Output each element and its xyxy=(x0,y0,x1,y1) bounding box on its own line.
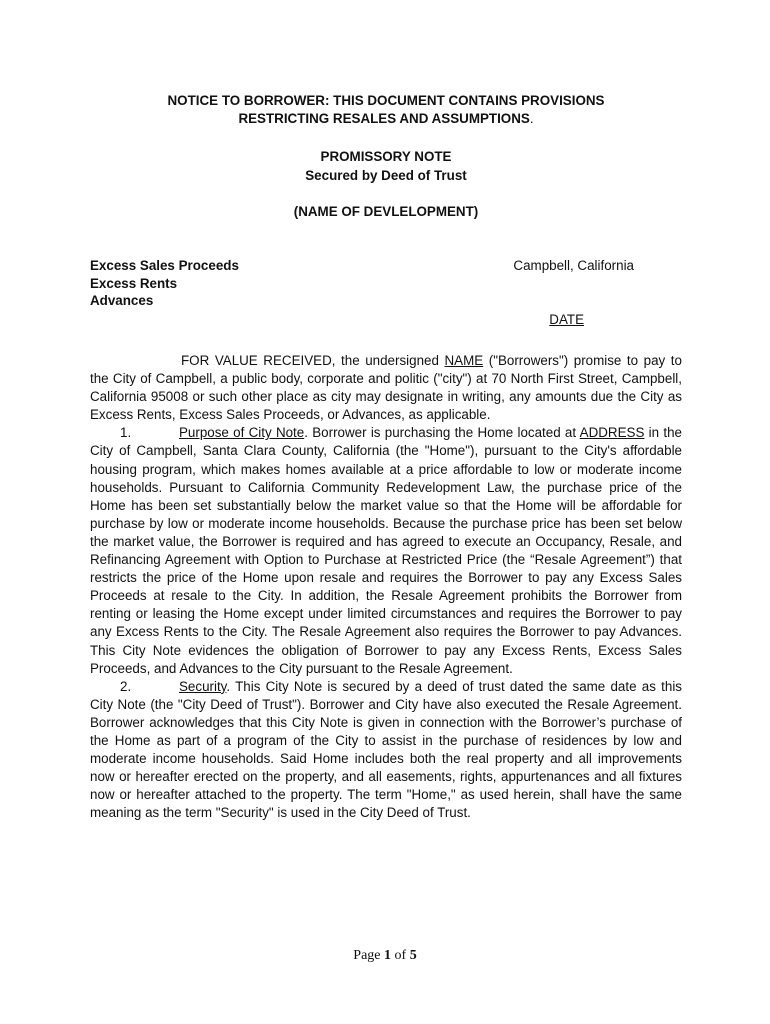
notice-line-2-end: . xyxy=(529,111,534,126)
notice-line-1: NOTICE TO BORROWER: THIS DOCUMENT CONTAINS PROVISIONS xyxy=(167,93,605,108)
total-pages: 5 xyxy=(409,948,417,963)
notice-line-2-text: RESTRICTING RESALES AND ASSUMPTIONS xyxy=(238,111,530,126)
amount-type-excess-sales: Excess Sales Proceeds xyxy=(90,258,239,273)
page-footer xyxy=(0,948,770,964)
title-line-1: PROMISSORY NOTE xyxy=(320,149,452,164)
section-2-paragraph xyxy=(90,678,682,823)
note-meta xyxy=(90,257,682,352)
place: Campbell, California xyxy=(513,258,634,273)
intro-after-name: ("Borrowers") promise to pay to the City of Campbell, a public body, corporate and politic ("city") at 70 North First Street, Campbell, California 95008 or such other place as city may designate in writing, any amounts due the City as Excess Rents, Excess Sales Proceeds, or Advances, as applicable. xyxy=(90,353,682,423)
date-field: DATE xyxy=(549,312,584,327)
borrower-name: NAME xyxy=(444,353,484,368)
section-2-text: . This City Note is secured by a deed of trust dated the same date as this City Note (the "City Deed of Trust"). Borrower and City have also executed the Resale Agreement. Borrower acknowledges that this City Note is given in connection with the Borrower’s purchase of the Home as part of a program of the City to assist in the purchase of residences by low and moderate income households. Said Home includes both the real property and all improvements now or hereafter erected on the property, and all easements, rights, appurtenances and all fixtures now or hereafter attached to the property. The term "Home," as used herein, shall have the same meaning as the term "Security" is used in the City Deed of Trust. xyxy=(90,678,682,821)
amount-types xyxy=(90,257,239,310)
document-title xyxy=(90,147,682,185)
page-label: Page xyxy=(353,948,385,963)
section-1-lead: . Borrower is purchasing the Home located at xyxy=(304,425,580,441)
of-label: of xyxy=(391,948,410,963)
section-2-number: 2. xyxy=(120,678,132,694)
intro-before-name: FOR VALUE RECEIVED, the undersigned xyxy=(181,353,445,368)
amount-type-advances: Advances xyxy=(90,293,154,308)
section-2-heading: Security xyxy=(179,678,227,694)
borrower-notice xyxy=(90,92,682,128)
amount-type-excess-rents: Excess Rents xyxy=(90,275,178,291)
property-address: ADDRESS xyxy=(579,425,645,441)
development-name: (NAME OF DEVLELOPMENT) xyxy=(293,204,479,219)
page-number: 1 xyxy=(384,948,392,963)
intro-paragraph xyxy=(90,352,682,424)
section-1-heading: Purpose of City Note xyxy=(179,425,305,441)
section-1-text: in the City of Campbell, Santa Clara County, California (the "Home"), pursuant to the City's affordable housing program, which makes homes available at a price affordable to low or moderate income households. Pursuant to California Community Redevelopment Law, the purchase price of the Home has been set substantially below the market value so that the Home will be affordable for purchase by low or moderate income households. Because the purchase price has been set below the market value, the Borrower is required and has agreed to execute an Occupancy, Resale, and Refinancing Agreement with Option to Purchase at Restricted Price (the “Resale Agreement”) that restricts the price of the Home upon resale and requires the Borrower to pay any Excess Sales Proceeds at resale to the City. In addition, the Resale Agreement prohibits the Borrower from renting or leasing the Home except under limited circumstances and requires the Borrower to pay any Excess Rents to the City. The Resale Agreement also requires the Borrower to pay Advances. This City Note evidences the obligation of Borrower to pay any Excess Rents, Excess Sales Proceeds, and Advances to the City pursuant to the Resale Agreement. xyxy=(90,425,682,676)
title-line-2: Secured by Deed of Trust xyxy=(305,168,467,183)
section-1-number: 1. xyxy=(120,425,132,441)
section-1-paragraph xyxy=(90,424,682,677)
document-page xyxy=(90,92,682,822)
notice-line-2 xyxy=(90,110,682,128)
